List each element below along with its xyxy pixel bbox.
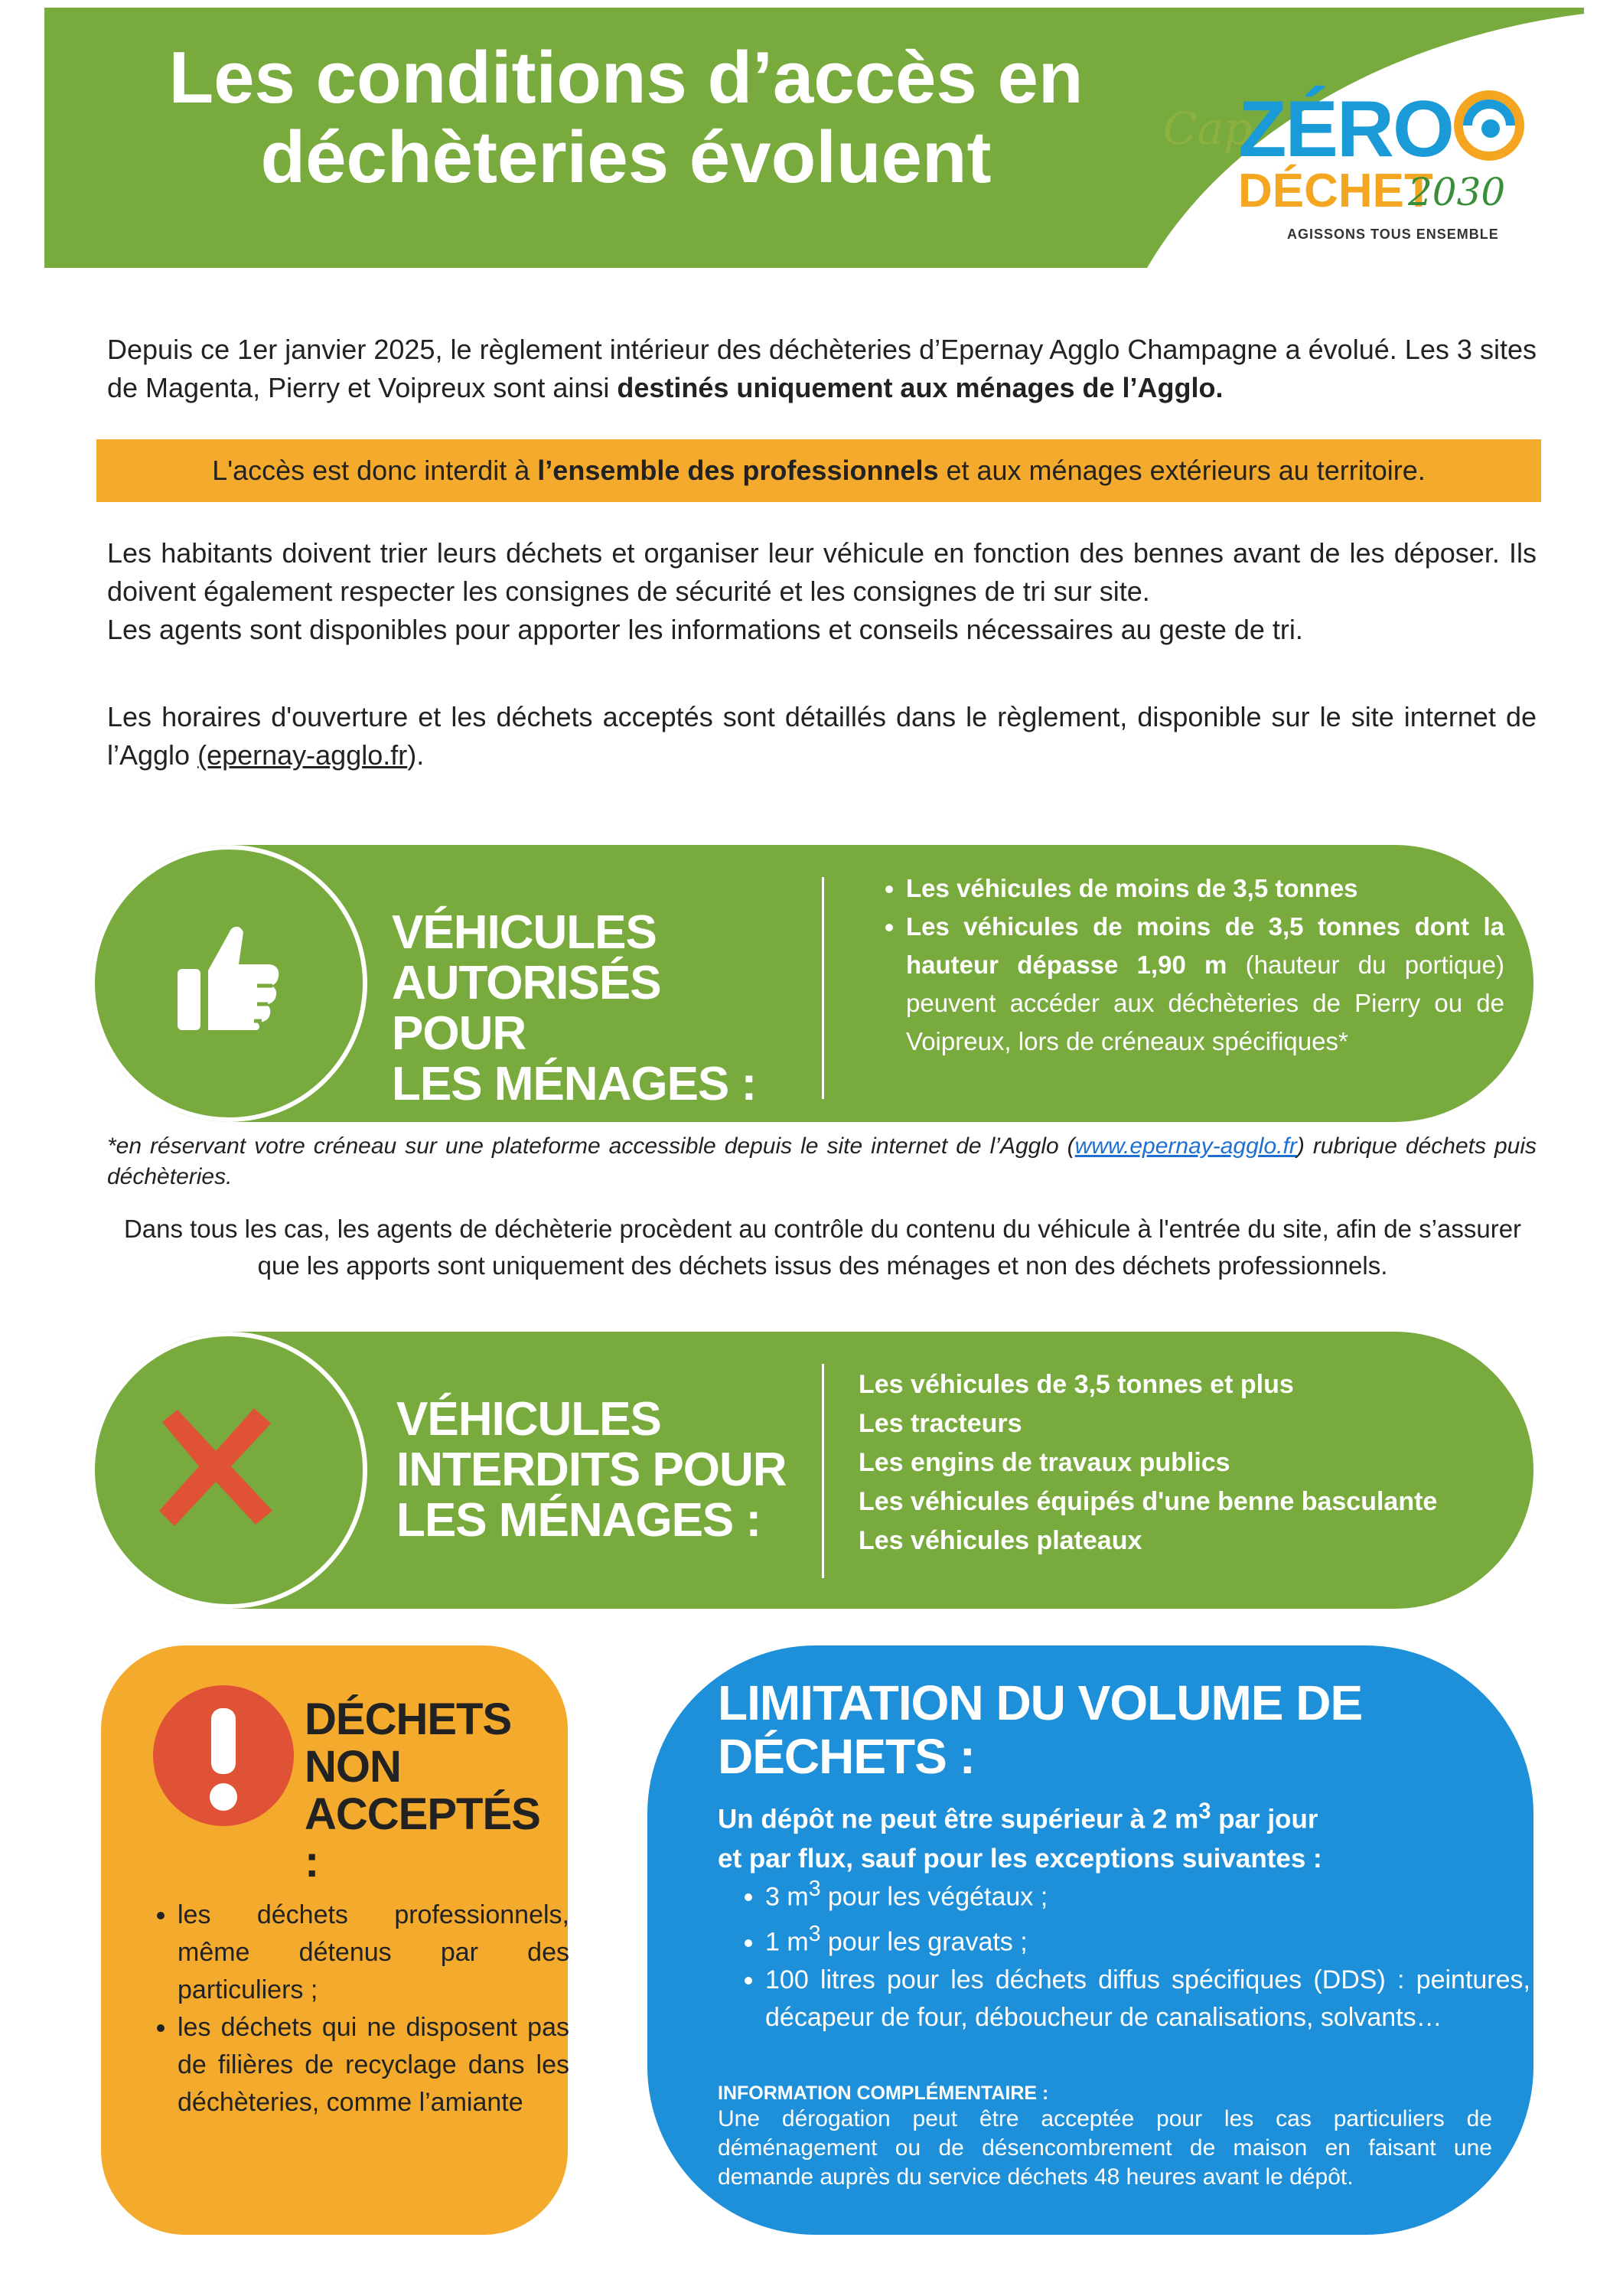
volume-title-line: DÉCHETS :	[718, 1729, 975, 1784]
intro-text: Depuis ce 1er janvier 2025, le règlement intérieur des déchèteries d’Epernay Agglo Champagne a évolué. Les 3 sites de Magenta, Pierry et Voipreux sont ainsi	[107, 334, 1537, 403]
forbidden-list	[859, 1365, 1532, 1561]
volume-title-line: LIMITATION DU VOLUME DE	[718, 1675, 1363, 1730]
volume-subtitle-line	[718, 1792, 1529, 1839]
forbidden-divider	[822, 1364, 824, 1578]
info-heading: INFORMATION COMPLÉMENTAIRE :	[718, 2082, 1049, 2104]
volume-sub-sup: 3	[1198, 1799, 1211, 1824]
note-end: ) rubrique déchets puis déchèteries.	[107, 1133, 1537, 1189]
forbidden-title-line: LES MÉNAGES :	[396, 1494, 761, 1547]
authorized-item	[906, 908, 1504, 1061]
volume-exceptions-list	[719, 1870, 1530, 2037]
volume-sub-a: Un dépôt ne peut être supérieur à 2 m	[718, 1804, 1199, 1835]
intro-paragraph	[107, 331, 1537, 407]
intro-bold: destinés uniquement aux ménages de l’Agglo.	[617, 372, 1224, 403]
hours-text: Les horaires d'ouverture et les déchets acceptés sont détaillés dans le règlement, disponible sur le site internet de l’Agglo	[107, 701, 1537, 771]
logo-dechet: DÉCHET	[1238, 165, 1433, 217]
forbidden-item: Les véhicules de 3,5 tonnes et plus	[859, 1370, 1294, 1399]
not-accepted-title-line: NON	[305, 1742, 401, 1792]
access-banner	[96, 439, 1541, 502]
logo-tagline: AGISSONS TOUS ENSEMBLE	[1287, 227, 1499, 242]
exception-rest: pour les végétaux ;	[820, 1882, 1048, 1912]
volume-limit-title	[718, 1676, 1529, 1783]
forbidden-title-line: INTERDITS POUR	[396, 1443, 787, 1496]
control-paragraph: Dans tous les cas, les agents de déchèterie procèdent au contrôle du contenu du véhicule à l'entrée du site, afin de s’assurer que les apports sont uniquement des déchets issus des ménages et non des déchets professionnels.	[123, 1215, 1522, 1280]
banner-text	[96, 439, 1541, 502]
cap-zero-dechet-logo	[1148, 84, 1530, 253]
volume-sub-b: par jour	[1211, 1804, 1318, 1835]
exception-qty: 3 m	[765, 1882, 809, 1912]
cross-icon	[155, 1405, 277, 1528]
authorized-title-line: AUTORISÉS POUR	[392, 957, 661, 1060]
title-line-2: déchèteries évoluent	[260, 116, 992, 198]
forbidden-item: Les véhicules plateaux	[859, 1526, 1142, 1555]
sorting-paragraph	[107, 534, 1537, 649]
sorting-text: Les habitants doivent trier leurs déchets et organiser leur véhicule en fonction des bennes avant de les déposer. Ils doivent également respecter les consignes de sécurité et les consignes de tri sur site.	[107, 537, 1537, 607]
thumbs-up-icon	[178, 923, 282, 1030]
authorized-title-line: LES MÉNAGES :	[392, 1058, 757, 1110]
not-accepted-title	[305, 1696, 549, 1886]
forbidden-item: Les engins de travaux publics	[859, 1448, 1230, 1477]
forbidden-item: Les véhicules équipés d'une benne basculante	[859, 1487, 1438, 1516]
exception-qty: 100 litres pour les déchets diffus spécifiques (DDS) : peintures, décapeur de four, déboucheur de canalisations, solvants…	[765, 1965, 1530, 2032]
exception-rest: pour les gravats ;	[820, 1927, 1028, 1957]
exception-sup: 3	[808, 1922, 821, 1947]
exclamation-icon	[153, 1685, 294, 1826]
forbidden-item: Les tracteurs	[859, 1409, 1022, 1438]
forbidden-title-line: VÉHICULES	[396, 1393, 661, 1446]
page-title	[144, 38, 1108, 197]
logo-zero: ZÉRO	[1238, 85, 1453, 174]
logo-year: 2030	[1408, 170, 1506, 214]
authorized-divider	[822, 877, 824, 1099]
volume-exception-item	[765, 1870, 1530, 1916]
banner-bold: l’ensemble des professionnels	[537, 455, 939, 486]
agglo-site-link[interactable]: (epernay-agglo.fr	[197, 739, 408, 771]
authorized-title	[392, 908, 805, 1110]
not-accepted-title-line: ACCEPTÉS :	[305, 1789, 540, 1887]
logo-swirl-icon	[1452, 89, 1526, 162]
hours-paragraph	[107, 698, 1537, 775]
authorized-item-bold: Les véhicules de moins de 3,5 tonnes dont la hauteur dépasse 1,90 m	[906, 912, 1504, 979]
not-accepted-list	[147, 1896, 569, 2122]
banner-post: et aux ménages extérieurs au territoire.	[938, 455, 1426, 486]
banner-pre: L'accès est donc interdit à	[212, 455, 538, 486]
authorized-item-rest: (hauteur du portique) peuvent accéder aux déchèteries de Pierry ou de Voipreux, lors de créneaux spécifiques*	[906, 951, 1504, 1055]
not-accepted-item: • les déchets qui ne disposent pas de filières de recyclage dans les déchèteries, comme l’amiante	[178, 2009, 569, 2122]
logo-cap: Cap	[1163, 103, 1253, 155]
reservation-note	[107, 1131, 1537, 1192]
exclamation-mark	[153, 1685, 294, 1826]
agents-text: Les agents sont disponibles pour apporter les informations et conseils nécessaires au geste de tri.	[107, 614, 1303, 645]
exception-qty: 1 m	[765, 1927, 809, 1957]
volume-exception-item	[765, 1916, 1530, 1961]
authorized-item	[906, 869, 1504, 908]
epernay-agglo-link[interactable]: www.epernay-agglo.fr	[1074, 1133, 1297, 1159]
volume-subtitle-line: et par flux, sauf pour les exceptions suivantes :	[718, 1843, 1322, 1874]
hours-end: ).	[407, 739, 425, 771]
exception-sup: 3	[808, 1877, 821, 1901]
not-accepted-title-line: DÉCHETS	[305, 1694, 512, 1744]
note-text: *en réservant votre créneau sur une plateforme accessible depuis le site internet de l’Agglo (	[107, 1133, 1075, 1159]
authorized-list	[872, 869, 1504, 1061]
authorized-title-line: VÉHICULES	[392, 906, 657, 959]
not-accepted-item: • les déchets professionnels, même détenus par des particuliers ;	[178, 1896, 569, 2009]
title-line-1: Les conditions d’accès en	[168, 37, 1084, 119]
authorized-item-text: Les véhicules de moins de 3,5 tonnes	[906, 874, 1358, 902]
forbidden-title	[396, 1394, 810, 1546]
info-text: Une dérogation peut être acceptée pour les cas particuliers de déménagement ou de désencombrement de maison en faisant une demande auprès du service déchets 48 heures avant le dépôt.	[718, 2106, 1492, 2190]
volume-limit-subtitle	[718, 1792, 1529, 1878]
volume-exception-item	[765, 1962, 1530, 2037]
